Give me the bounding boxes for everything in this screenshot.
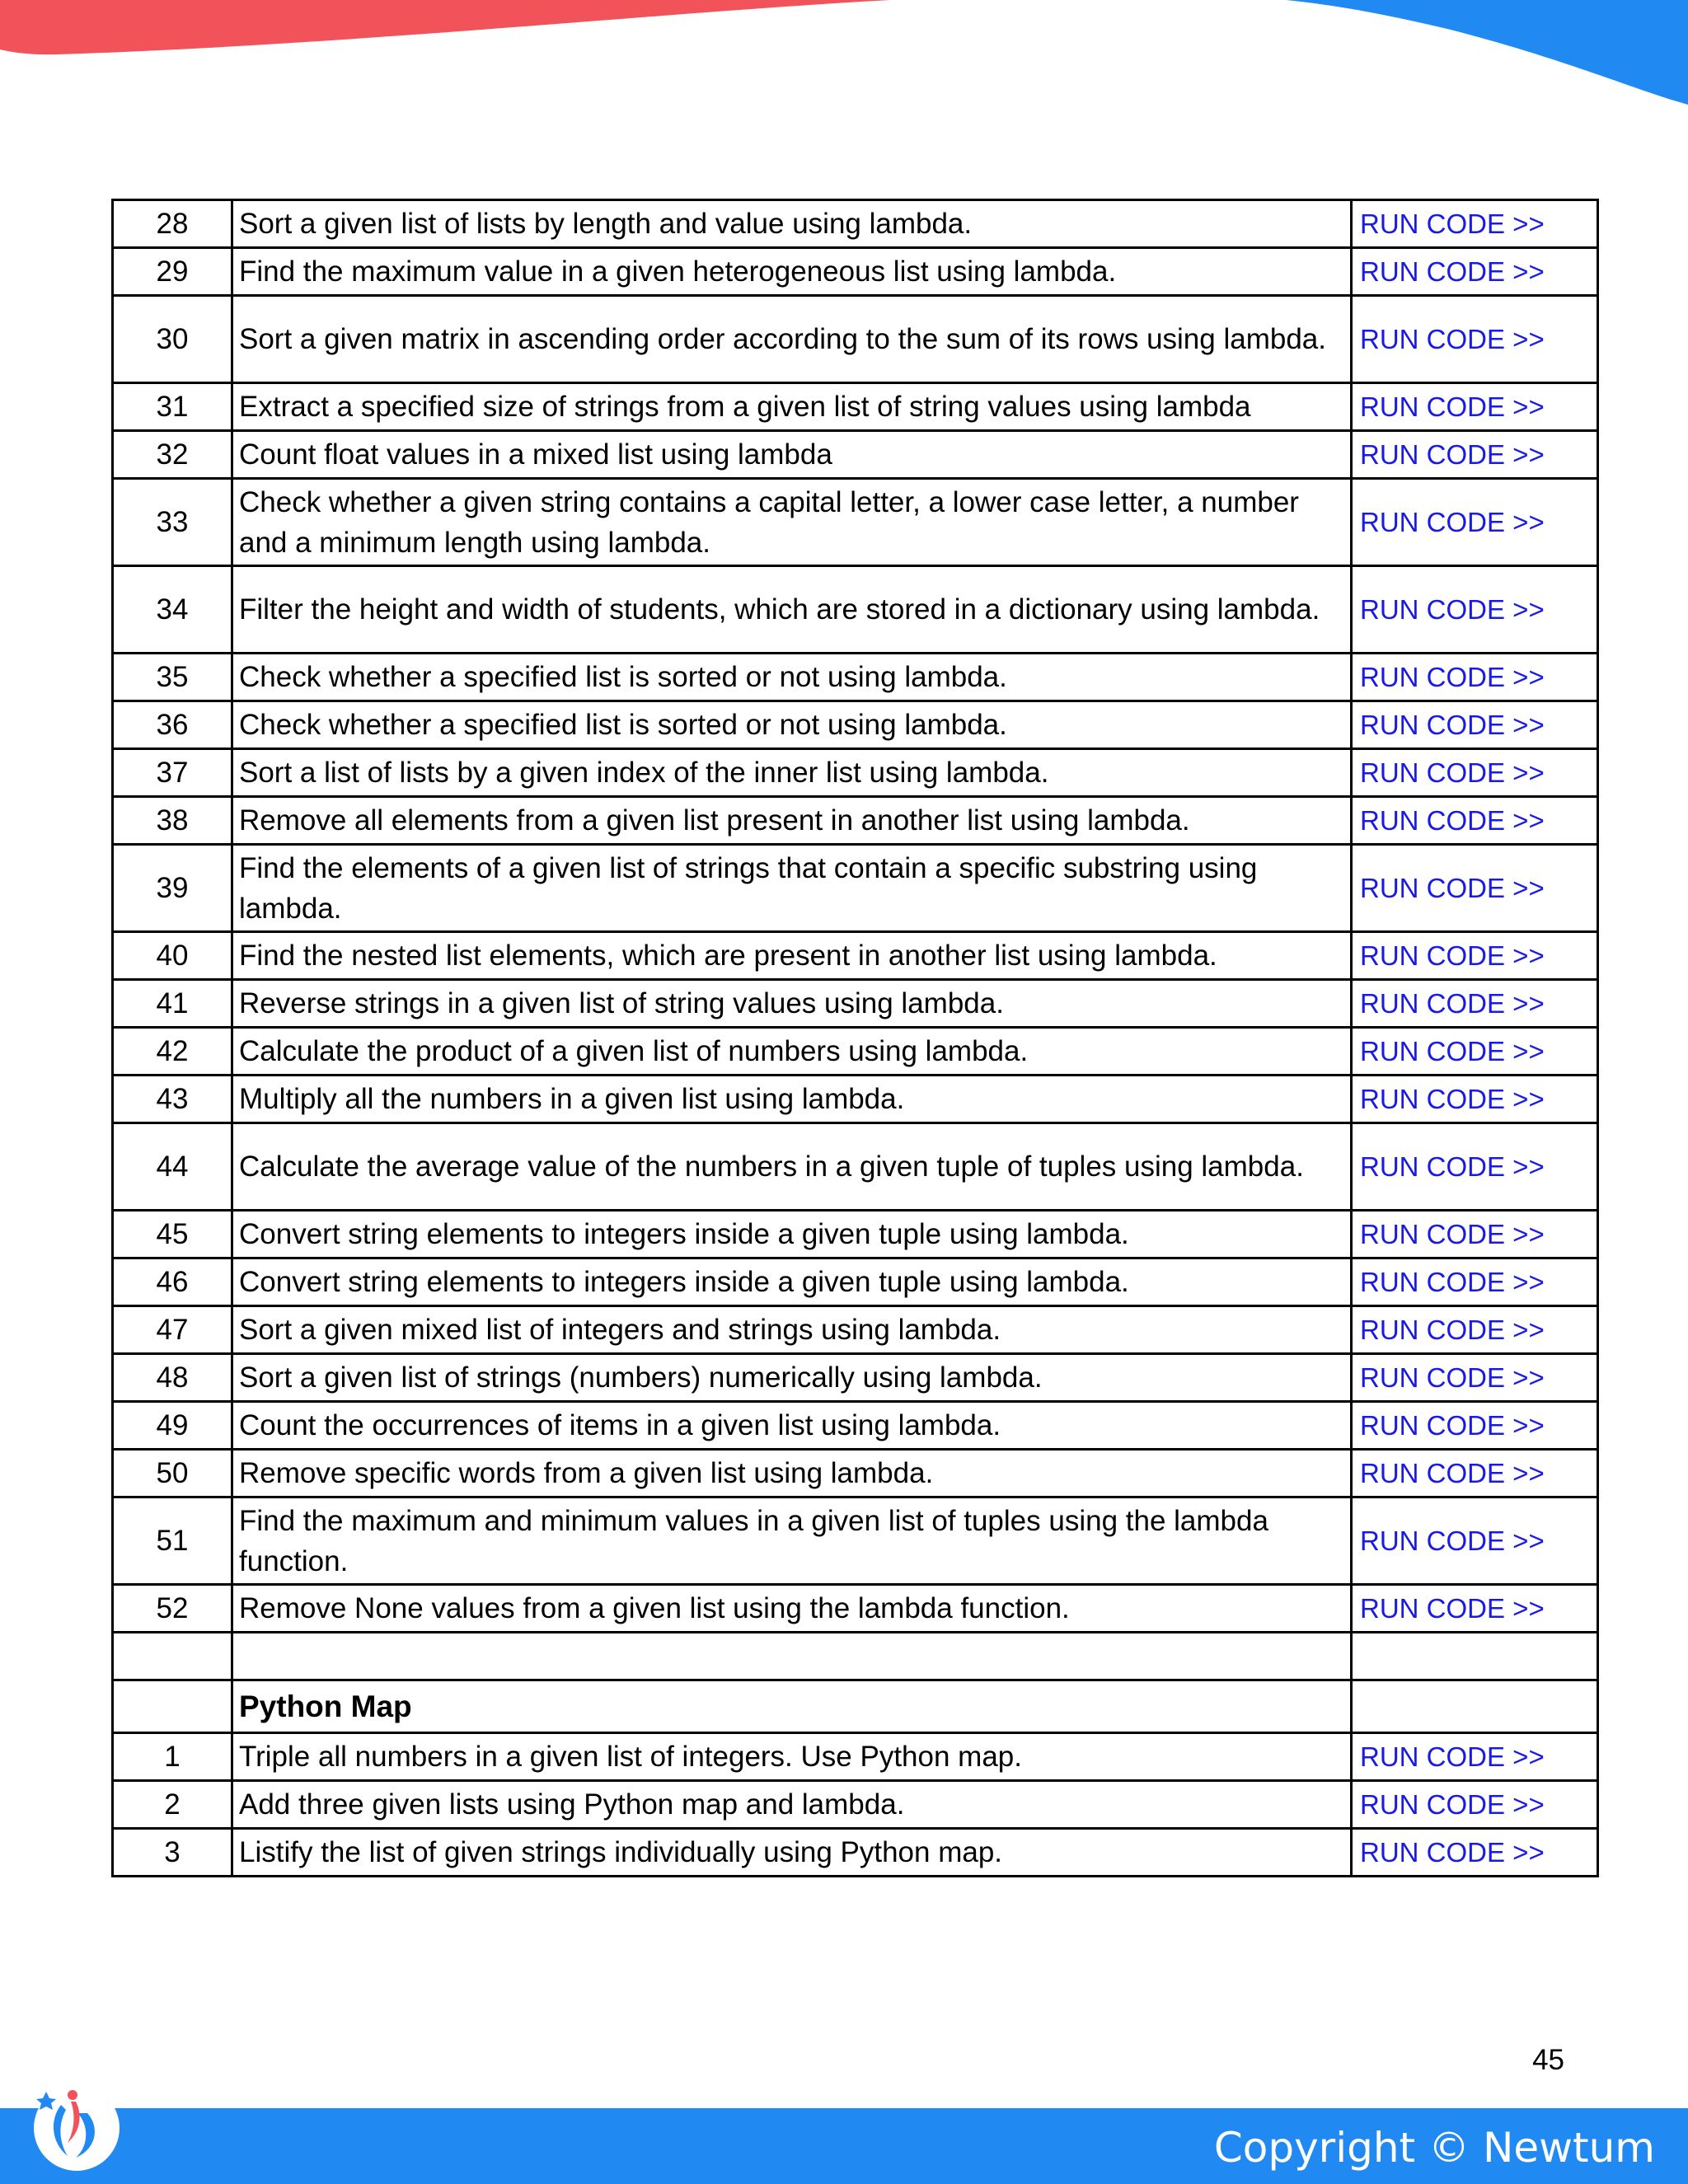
exercise-description: Calculate the average value of the numbers in a given tuple of tuples using lambda. <box>232 1123 1352 1211</box>
exercise-description: Remove specific words from a given list using lambda. <box>232 1450 1352 1497</box>
run-code-link[interactable]: RUN CODE >> <box>1360 1362 1545 1393</box>
row-number: 36 <box>113 701 232 749</box>
exercise-table <box>111 199 1599 1877</box>
exercise-description: Remove all elements from a given list present in another list using lambda. <box>232 797 1352 845</box>
exercise-description: Find the maximum and minimum values in a given list of tuples using the lambda function. <box>232 1497 1352 1585</box>
row-number: 1 <box>113 1733 232 1781</box>
exercise-description: Sort a given list of strings (numbers) numerically using lambda. <box>232 1354 1352 1402</box>
row-number: 49 <box>113 1402 232 1450</box>
row-number: 3 <box>113 1829 232 1877</box>
exercise-description: Remove None values from a given list using the lambda function. <box>232 1585 1352 1633</box>
row-number: 48 <box>113 1354 232 1402</box>
table-row <box>113 479 1598 566</box>
blank-row <box>113 1633 1598 1680</box>
row-number: 28 <box>113 200 232 248</box>
table-row <box>113 296 1598 383</box>
exercise-description: Check whether a specified list is sorted or not using lambda. <box>232 654 1352 701</box>
exercise-description: Extract a specified size of strings from a given list of string values using lambda <box>232 383 1352 431</box>
run-code-link[interactable]: RUN CODE >> <box>1360 1789 1545 1820</box>
empty-cell <box>113 1633 232 1680</box>
table-row <box>113 1211 1598 1258</box>
row-number: 44 <box>113 1123 232 1211</box>
exercise-description: Listify the list of given strings individually using Python map. <box>232 1829 1352 1877</box>
exercise-description: Triple all numbers in a given list of integers. Use Python map. <box>232 1733 1352 1781</box>
row-number: 33 <box>113 479 232 566</box>
exercise-description: Reverse strings in a given list of string values using lambda. <box>232 980 1352 1028</box>
row-number: 42 <box>113 1028 232 1076</box>
row-number: 2 <box>113 1781 232 1829</box>
table-row <box>113 749 1598 797</box>
exercise-description: Multiply all the numbers in a given list using lambda. <box>232 1076 1352 1123</box>
exercise-description: Check whether a specified list is sorted or not using lambda. <box>232 701 1352 749</box>
row-number: 32 <box>113 431 232 479</box>
run-code-link[interactable]: RUN CODE >> <box>1360 805 1545 836</box>
run-code-link[interactable]: RUN CODE >> <box>1360 594 1545 625</box>
empty-cell <box>113 1680 232 1733</box>
run-code-link[interactable]: RUN CODE >> <box>1360 1741 1545 1772</box>
row-number: 41 <box>113 980 232 1028</box>
empty-cell <box>1352 1680 1598 1733</box>
row-number: 30 <box>113 296 232 383</box>
exercise-description: Count float values in a mixed list using lambda <box>232 431 1352 479</box>
row-number: 39 <box>113 845 232 932</box>
run-code-link[interactable]: RUN CODE >> <box>1360 940 1545 971</box>
row-number: 50 <box>113 1450 232 1497</box>
row-number: 34 <box>113 566 232 654</box>
table-row <box>113 566 1598 654</box>
run-code-link[interactable]: RUN CODE >> <box>1360 324 1545 354</box>
run-code-link[interactable]: RUN CODE >> <box>1360 256 1545 287</box>
table-row <box>113 654 1598 701</box>
row-number: 51 <box>113 1497 232 1585</box>
exercise-description: Filter the height and width of students, which are stored in a dictionary using lambda. <box>232 566 1352 654</box>
run-code-link[interactable]: RUN CODE >> <box>1360 1593 1545 1624</box>
row-number: 46 <box>113 1258 232 1306</box>
run-code-link[interactable]: RUN CODE >> <box>1360 439 1545 470</box>
table-row <box>113 200 1598 248</box>
newtum-logo-icon <box>28 2077 125 2174</box>
table-row <box>113 980 1598 1028</box>
exercise-description: Convert string elements to integers inside a given tuple using lambda. <box>232 1258 1352 1306</box>
table-row <box>113 932 1598 980</box>
page-number: 45 <box>1532 2044 1564 2076</box>
exercise-description: Sort a given matrix in ascending order according to the sum of its rows using lambda. <box>232 296 1352 383</box>
table-row <box>113 1076 1598 1123</box>
row-number: 40 <box>113 932 232 980</box>
table-row <box>113 797 1598 845</box>
row-number: 45 <box>113 1211 232 1258</box>
table-row <box>113 1585 1598 1633</box>
exercise-description: Count the occurrences of items in a given list using lambda. <box>232 1402 1352 1450</box>
table-row <box>113 1781 1598 1829</box>
exercise-description: Find the elements of a given list of strings that contain a specific substring using lambda. <box>232 845 1352 932</box>
table-row <box>113 383 1598 431</box>
row-number: 52 <box>113 1585 232 1633</box>
run-code-link[interactable]: RUN CODE >> <box>1360 988 1545 1019</box>
row-number: 43 <box>113 1076 232 1123</box>
run-code-link[interactable]: RUN CODE >> <box>1360 757 1545 788</box>
empty-cell <box>232 1633 1352 1680</box>
run-code-link[interactable]: RUN CODE >> <box>1360 662 1545 692</box>
run-code-link[interactable]: RUN CODE >> <box>1360 1151 1545 1182</box>
run-code-link[interactable]: RUN CODE >> <box>1360 1036 1545 1066</box>
exercise-description: Sort a given list of lists by length and value using lambda. <box>232 200 1352 248</box>
run-code-link[interactable]: RUN CODE >> <box>1360 873 1545 903</box>
run-code-link[interactable]: RUN CODE >> <box>1360 1458 1545 1488</box>
exercise-description: Convert string elements to integers inside a given tuple using lambda. <box>232 1211 1352 1258</box>
exercise-description: Find the nested list elements, which are present in another list using lambda. <box>232 932 1352 980</box>
row-number: 47 <box>113 1306 232 1354</box>
row-number: 29 <box>113 248 232 296</box>
run-code-link[interactable]: RUN CODE >> <box>1360 1267 1545 1297</box>
table-row <box>113 701 1598 749</box>
row-number: 38 <box>113 797 232 845</box>
run-code-link[interactable]: RUN CODE >> <box>1360 1219 1545 1249</box>
exercise-description: Sort a list of lists by a given index of the inner list using lambda. <box>232 749 1352 797</box>
table-row <box>113 845 1598 932</box>
table-row <box>113 1402 1598 1450</box>
exercise-description: Find the maximum value in a given heterogeneous list using lambda. <box>232 248 1352 296</box>
run-code-link[interactable]: RUN CODE >> <box>1360 1410 1545 1441</box>
section-title: Python Map <box>239 1689 412 1723</box>
run-code-link[interactable]: RUN CODE >> <box>1360 1837 1545 1868</box>
table-row <box>113 431 1598 479</box>
run-code-link[interactable]: RUN CODE >> <box>1360 507 1545 537</box>
run-code-link[interactable]: RUN CODE >> <box>1360 209 1545 239</box>
table-row <box>113 1306 1598 1354</box>
exercise-description: Sort a given mixed list of integers and strings using lambda. <box>232 1306 1352 1354</box>
row-number: 31 <box>113 383 232 431</box>
exercise-description: Add three given lists using Python map and lambda. <box>232 1781 1352 1829</box>
table-row <box>113 1028 1598 1076</box>
table-row <box>113 1450 1598 1497</box>
table-row <box>113 1354 1598 1402</box>
run-code-link[interactable]: RUN CODE >> <box>1360 1315 1545 1345</box>
table-row <box>113 1733 1598 1781</box>
exercise-description: Check whether a given string contains a capital letter, a lower case letter, a number and a minimum length using lambda. <box>232 479 1352 566</box>
header-wave-decoration <box>0 0 1688 107</box>
run-code-link[interactable]: RUN CODE >> <box>1360 710 1545 740</box>
section-header-row <box>113 1680 1598 1733</box>
table-row <box>113 1123 1598 1211</box>
exercise-description: Calculate the product of a given list of numbers using lambda. <box>232 1028 1352 1076</box>
run-code-link[interactable]: RUN CODE >> <box>1360 1084 1545 1114</box>
table-row <box>113 1258 1598 1306</box>
copyright-text: Copyright © Newtum <box>1213 2124 1655 2172</box>
run-code-link[interactable]: RUN CODE >> <box>1360 1526 1545 1556</box>
table-row <box>113 1497 1598 1585</box>
run-code-link[interactable]: RUN CODE >> <box>1360 391 1545 422</box>
row-number: 35 <box>113 654 232 701</box>
table-row <box>113 248 1598 296</box>
table-row <box>113 1829 1598 1877</box>
empty-cell <box>1352 1633 1598 1680</box>
row-number: 37 <box>113 749 232 797</box>
